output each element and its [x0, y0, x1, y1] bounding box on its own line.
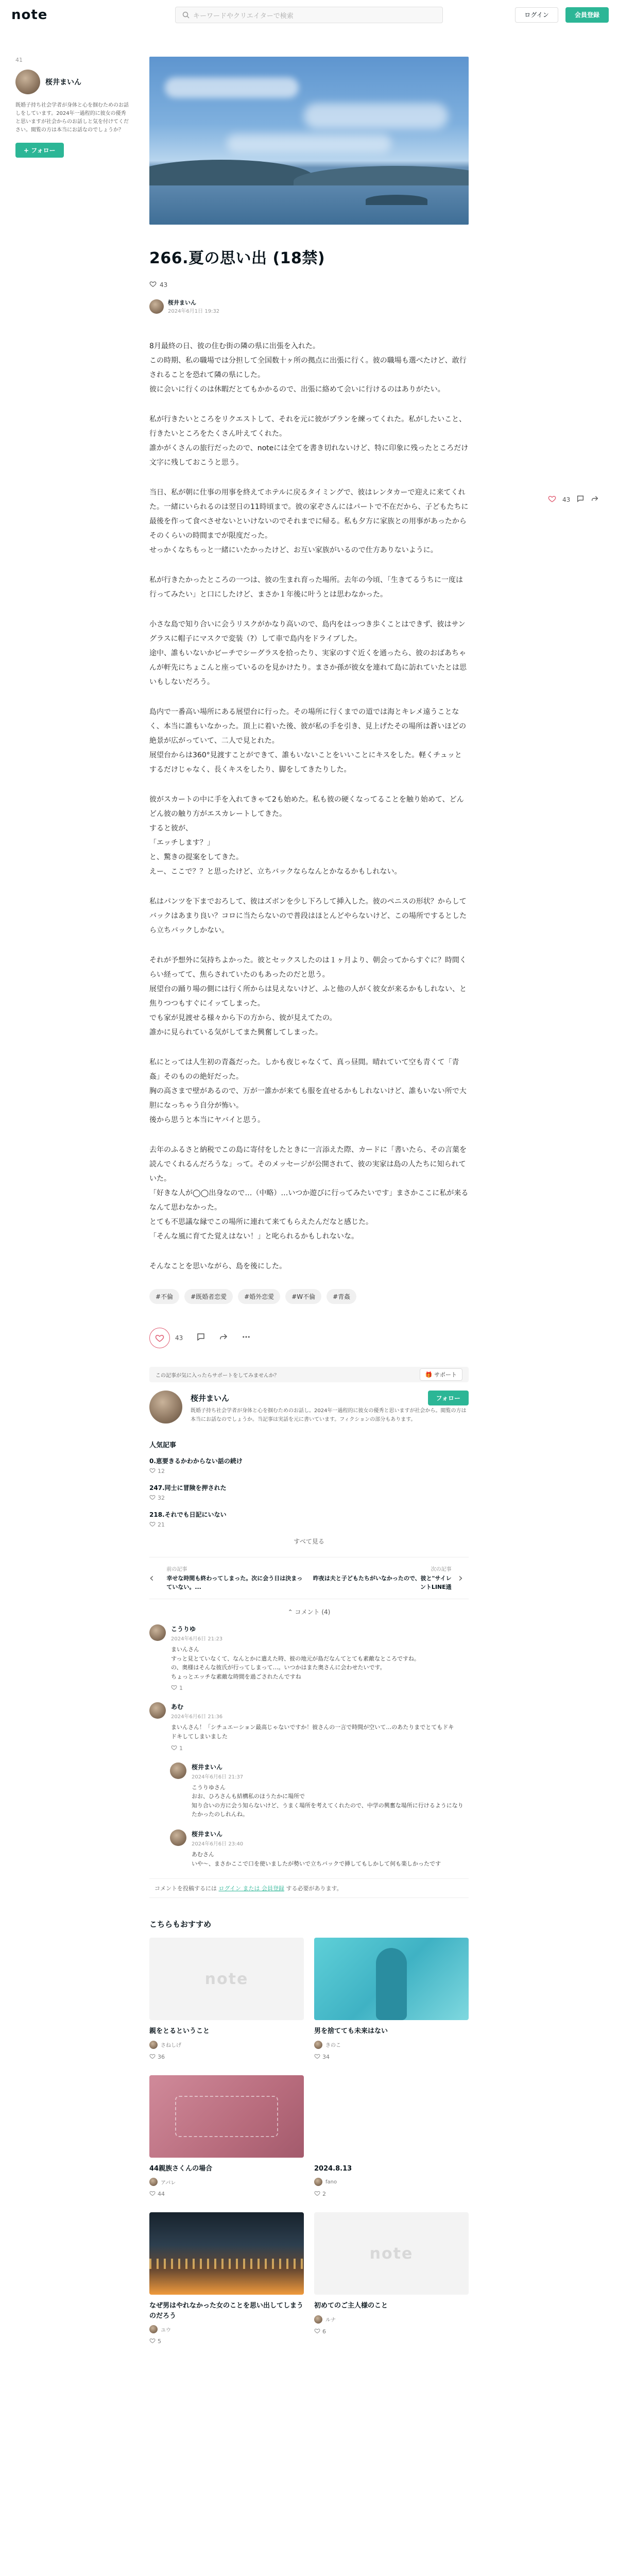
author-bio: 既婚子持ち社会学者が身体と心を掴むためのお話しをしています。2024年一過程的に彼女の優秀と思いますが社会からのお話しと気を付けてください。閲覧の方は本当にお話なのでしょうか？: [15, 103, 129, 133]
rec-card[interactable]: [314, 2075, 469, 2198]
rec-title: 男を捨てても未来はない: [314, 2027, 388, 2036]
support-button[interactable]: [420, 1368, 462, 1381]
comment-body: [192, 1762, 469, 1819]
left-author-panel: [15, 57, 129, 158]
rec-likes[interactable]: [314, 2190, 469, 2198]
comment-text: まいんさん！「シチュエーション最高じゃないですか！彼さんの一言で時間が空いて…のあたりまでとてもドキドキしてしまいました: [171, 1724, 454, 1740]
byline: [149, 298, 469, 314]
rec-author[interactable]: [314, 2041, 469, 2049]
comment-item: [170, 1829, 469, 1868]
article: [149, 57, 469, 2345]
comment-item: [149, 1624, 469, 1692]
more-icon[interactable]: [242, 1332, 251, 1344]
like-count: 1: [179, 1685, 183, 1692]
comment-body: [171, 1702, 459, 1752]
heart-icon: [149, 1494, 156, 1502]
rec-author-name: fano: [325, 2179, 337, 2185]
comment-text: あむさん いや〜、まさかここで口を使いましたが勢いで立ちバックで挿してもしかして何も楽しかったです: [192, 1851, 441, 1867]
like-count: 6: [322, 2328, 326, 2335]
tag-chip[interactable]: #青姦: [327, 1289, 356, 1304]
rec-author[interactable]: [314, 2315, 469, 2324]
rec-likes[interactable]: [149, 2053, 304, 2061]
tag-list: [149, 1289, 469, 1304]
heart-icon: [149, 2053, 156, 2061]
search-bar[interactable]: [175, 7, 443, 23]
rec-title: なぜ男はやれなかった女のことを思い出してしまうのだろう: [149, 2302, 304, 2320]
login-note-pre: コメントを投稿するには: [154, 1885, 217, 1892]
follow-button[interactable]: フォロー: [428, 1391, 469, 1405]
comment-date: 2024年6月6日 23:40: [192, 1841, 244, 1847]
heart-icon: [314, 2190, 320, 2198]
heart-icon: [171, 1684, 177, 1692]
article-paragraph: それが予想外に気持ちよかった。彼とセックスしたのは１ヶ月より、朝会ってからすぐに？時間くらい経ってて、焦らされていたのもあったのだと思う。 展望台の踊り場の側には行く所からは見えないけど、ふと他の人がく彼女が来るかもしれない、と焦りつつもすぐにイッてしまった。 でも家が見渡せる様々から下の方から、彼が見えてたの。 誰かに見られている気がしてまた興奮してしまった。: [149, 956, 467, 1037]
rec-author[interactable]: [314, 2178, 469, 2186]
rec-title: 2024.8.13: [314, 2164, 352, 2173]
popular-item-likes: [149, 1521, 469, 1529]
rec-card[interactable]: [149, 1938, 304, 2061]
comments-count: コメント (4): [295, 1608, 331, 1616]
comments-section: [149, 1607, 469, 1898]
comment-date: 2024年6月6日 21:23: [171, 1636, 223, 1642]
share-icon[interactable]: [591, 495, 599, 504]
popular-item-title: 218.それでも日記にいない: [149, 1511, 227, 1518]
author-card-name[interactable]: 桜井まいん: [191, 1394, 230, 1403]
heart-icon: [155, 1333, 164, 1343]
user-plus-icon: +: [24, 147, 31, 154]
city-lights: [149, 2259, 304, 2269]
rec-likes[interactable]: [149, 2337, 304, 2345]
comment-login-note: [149, 1878, 469, 1898]
rec-title: 初めてのご主人様のこと: [314, 2302, 388, 2310]
follower-count: 41: [15, 57, 23, 63]
avatar[interactable]: [170, 1829, 186, 1846]
heart-icon: [171, 1744, 177, 1752]
popular-item[interactable]: [149, 1456, 469, 1475]
rec-author[interactable]: [149, 2178, 304, 2186]
article-paragraph: 私はパンツを下までおろして、彼はズボンを少し下ろして挿入した。彼のペニスの形状？からしてバックはあまり良い？コロに当たらないので普段はほとんどやらないけど、この場所でするとしたら立ちバックしかない。: [149, 897, 467, 935]
like-count: 32: [158, 1495, 165, 1501]
like-count: 12: [158, 1468, 165, 1475]
login-button[interactable]: ログイン: [515, 7, 558, 23]
chevron-right-icon[interactable]: ›: [458, 1571, 463, 1585]
article-paragraph: 私が行きたかったところの一つは、彼の生まれ育った場所。去年の今頃、「生きてるうちに一度は行ってみたい」と口にしたけど、まさか１年後に叶うとは思わなかった。: [149, 576, 463, 599]
article-title: 266.夏の思い出 (18禁): [149, 249, 325, 267]
article-paragraph: 去年のふるさと納税でこの島に寄付をしたときに一言添えた際、カードに「書いたら、その言葉を読んでくれるんだろうな」って。そのメッセージが公開されて、彼の実家は島の人たちに知られていた。 「好きな人が◯◯出身なので…（中略）…いつか遊びに行ってみたいです」まさかここに私が来るなんて思わなかった。 とても不思議な縁でこの場所に連れて来てもらえたんだなと感じた。 「そんな風に育てた覚えはない！」と叱られるかもしれないな。: [149, 1146, 469, 1241]
avatar: [149, 2041, 158, 2049]
avatar: [314, 2041, 322, 2049]
article-paragraph: 8月最終の日、彼の住む街の隣の県に出張を入れた。 この時期、私の職場では分担して全国数十ヶ所の拠点に出張に行く。彼の職場も選べたけど、敢行されることを恐れて隣の県にした。 彼に会いに行くのは休暇だとてもかかるので、出張に絡めて会いに行けるのはありがたい。: [149, 342, 467, 394]
heart-icon[interactable]: [548, 495, 556, 504]
like-count: 21: [158, 1521, 165, 1528]
like-count: 43: [175, 1334, 183, 1342]
comment-body: [192, 1829, 469, 1868]
rec-card[interactable]: [149, 2212, 304, 2345]
avatar[interactable]: [149, 1391, 182, 1423]
popular-item-likes: [149, 1494, 469, 1502]
like-count: 34: [322, 2053, 330, 2060]
like-button[interactable]: [149, 1328, 170, 1348]
rec-title: 親をとるということ: [149, 2027, 210, 2036]
next-article[interactable]: [313, 1565, 452, 1591]
popular-item-likes: [149, 1467, 469, 1475]
rec-thumbnail[interactable]: note: [149, 1938, 304, 2020]
author-name[interactable]: 桜井まいん: [45, 78, 81, 87]
see-all-link[interactable]: すべて見る: [294, 1538, 324, 1545]
note-logo[interactable]: note: [11, 7, 48, 23]
rec-thumbnail[interactable]: [314, 1938, 469, 2020]
rec-author[interactable]: [149, 2325, 304, 2333]
next-label: 次の記事: [431, 1567, 452, 1572]
pink-decoration: [175, 2096, 278, 2137]
comment-author[interactable]: 桜井まいん: [192, 1830, 223, 1838]
rec-author-name: ユウ: [161, 2327, 171, 2333]
prev-title: 幸せな時間も終わってしまった。次に会う日は決まっていない。...: [166, 1575, 303, 1590]
article-paragraph: 当日、私が朝に仕事の用事を終えてホテルに戻るタイミングで、彼はレンタカーで迎えに来てくれた。一緒にいられるのは翌日の11時頃まで。彼の家ぞさんにはパートで不在だから、子どもたちに最後を作って食べさせないといけないのでそれまでに帰る。私も夕方に家族との用事があったからそのくらいの時間までが限度だった。 せっかくなちもっと一緒にいたかったけど、お互い家族がいるので仕方ありないように。: [149, 488, 469, 554]
heart-icon: [149, 2190, 156, 2198]
rec-card[interactable]: [149, 2075, 304, 2198]
like-count: 44: [158, 2191, 165, 2198]
popular-item[interactable]: [149, 1483, 469, 1502]
avatar[interactable]: [15, 70, 40, 94]
heart-icon: [314, 2053, 320, 2061]
register-button[interactable]: 会員登録: [565, 7, 609, 23]
rec-title: 44親族さくんの場合: [149, 2164, 213, 2173]
byline-date: 2024年6月1日 19:32: [168, 309, 220, 314]
floating-actions: [548, 495, 599, 504]
rec-likes[interactable]: [314, 2053, 469, 2061]
popular-heading: 人気記事: [149, 1442, 177, 1449]
rec-author-name: きのこ: [325, 2043, 341, 2049]
comment-likes[interactable]: [171, 1744, 459, 1752]
author-card: [149, 1391, 469, 1424]
heart-icon[interactable]: [149, 280, 157, 289]
next-title: 昨夜は夫と子どもたちがいなかったので、彼と"サイレントLINE通: [313, 1575, 452, 1590]
login-note-post: する必要があります。: [286, 1885, 342, 1892]
tag-chip[interactable]: #既婚者恋愛: [184, 1289, 233, 1304]
author-card-bio: 既婚子持ち社会学者が身体と心を掴むためのお話し。2024年一過程的に彼女の優秀と思いますが社会から。閲覧の方は本当にお話なのでしょうか。当記事は実話を元に書いています。フィクションの部分もあります。: [191, 1408, 467, 1422]
heart-icon: [149, 1467, 156, 1475]
like-count: 5: [158, 2338, 161, 2345]
tag-chip[interactable]: #W不倫: [285, 1289, 321, 1304]
avatar: [314, 2178, 322, 2186]
prev-article[interactable]: [166, 1565, 305, 1591]
comment-text: こうりゆさん おお、ひろさんも結構私のほうたかに場所で 知り合いの方に会う知らないけど、うまく場所を考えてくれたので、中学の興奮な場所に行けるようになりたかったのしれんね。: [192, 1784, 464, 1818]
rec-card[interactable]: [314, 2212, 469, 2345]
tag-chip[interactable]: #不倫: [149, 1289, 179, 1304]
tag-chip[interactable]: #婚外恋愛: [238, 1289, 280, 1304]
gift-icon: 🎁: [425, 1371, 434, 1378]
search-placeholder: キーワードやクリエイターで検索: [193, 12, 294, 20]
prev-label: 前の記事: [166, 1567, 187, 1572]
comment-item: [170, 1762, 469, 1819]
rec-thumbnail[interactable]: [149, 2212, 304, 2295]
avatar: [149, 2178, 158, 2186]
comment-body: [171, 1624, 459, 1692]
float-like-count: 43: [562, 496, 571, 503]
like-count: 43: [160, 281, 168, 289]
rec-author-name: さねしげ: [161, 2043, 181, 2049]
hero-image: [149, 57, 469, 225]
avatar: [314, 2315, 322, 2324]
prev-next-nav: [149, 1557, 469, 1599]
popular-articles: [149, 1439, 469, 1546]
heart-icon: [149, 2337, 156, 2345]
comment-author[interactable]: あむ: [171, 1703, 184, 1711]
follow-button[interactable]: [15, 143, 64, 158]
byline-author[interactable]: 桜井まいん: [168, 299, 196, 306]
chevron-up-icon: ⌃: [287, 1608, 295, 1616]
support-text: この記事が気に入ったらサポートをしてみませんか？: [156, 1372, 279, 1379]
comment-date: 2024年6月6日 21:36: [171, 1714, 223, 1720]
action-bar: [149, 1328, 469, 1348]
article-paragraph: 私が行きたいところをリクエストして、それを元に彼がプランを練ってくれた。私がしたいこと、行きたいところをたくさん叶えてくれた。 誰かがくさんの旅行だったので、noteには全てを書き切れないけど、特に印象に残ったところだけ文字に残しておこうと思う。: [149, 415, 469, 467]
heart-icon: [314, 2328, 320, 2335]
avatar[interactable]: [149, 1624, 166, 1641]
heart-icon: [149, 1521, 156, 1529]
chevron-left-icon[interactable]: ‹: [149, 1571, 154, 1585]
like-count: 1: [179, 1744, 183, 1752]
article-paragraph: 私にとっては人生初の青姦だった。しかも夜じゃなくて、真っ昼間。晴れていて空も青くて「青姦」そのものの絶好だった。 胸の高さまで壁があるので、万が一誰かが来ても服を直せるかもしれないけど、誰もいない所で大胆になっちゃう自分が怖い。 後から思うと本当にヤバイと思う。: [149, 1058, 467, 1124]
rec-author-name: ルナ: [325, 2317, 336, 2324]
article-paragraph: 島内で一番高い場所にある展望台に行った。その場所に行くまでの道では海とキレメ遠うことなく、本当に誰もいなかった。頂上に着いた後、彼が私の手を引き、見上げたその場所は蒼いほどの絶景が広がっていて、二人で見とれた。 展望台からは360°見渡すことができて、誰もいないことをいいことにキスをした。軽くチュッとするだけじゃなく、長くキスをしたり、脚をしてきたりした。: [149, 708, 467, 774]
avatar[interactable]: [149, 299, 164, 314]
popular-item-title: 247.同士に冒険を押された: [149, 1484, 227, 1492]
avatar[interactable]: [149, 1702, 166, 1719]
comment-likes[interactable]: [171, 1684, 459, 1692]
comment-text: まいんさん すっと見とていなくて、なんとかに遣えた時、彼の地元が島だなんてとても素敵なところですね。 の、奥様はそんな彼氏が行ってしまって…。いつかはまた奥さんに会わせたいです。 ちょっとエッチな素敵な時間を過ごされたんですね: [171, 1646, 420, 1680]
recommendations: [149, 1919, 469, 2345]
avatar[interactable]: [170, 1762, 186, 1779]
rec-thumbnail[interactable]: [149, 2075, 304, 2158]
recs-heading: こちらもおすすめ: [149, 1920, 212, 1929]
pool-figure: [376, 1948, 407, 2020]
comment-author[interactable]: 桜井まいん: [192, 1763, 223, 1771]
like-count: 36: [158, 2053, 165, 2060]
article-paragraph: 小さな島で知り合いに会うリスクがかなり高いので、島内をはっつき歩くことはできず、彼はサングラスに帽子にマスクで変装（?）して車で島内をドライブした。 途中、誰もいないかビーチでシーグラスを拾ったり、実家のすぐ近くを通ったら、彼のおばあちゃんが軒先にちょこんと座っているのを見かけたり。まさか孫が彼女を連れて島に訪れていたとは思いもしないだろう。: [149, 620, 467, 686]
comments-header[interactable]: [149, 1607, 469, 1616]
comment-icon[interactable]: [576, 495, 585, 504]
comment-icon[interactable]: [196, 1332, 205, 1344]
article-paragraph: 彼がスカートの中に手を入れてきゃて2も始めた。私も彼の硬くなってることを触り始めて、どんどん彼の触り方がエスカレートしてきた。 すると彼が、 「エッチします？」 と、驚きの提案をしてきた。 えー、ここで？？と思ったけど、立ちバックならなんとかなるかもしれない。: [149, 795, 464, 876]
comment-item: [149, 1702, 469, 1752]
support-label: サポート: [434, 1371, 457, 1378]
rec-card[interactable]: [314, 1938, 469, 2061]
article-likes[interactable]: [149, 280, 469, 289]
comment-author[interactable]: こうりゆ: [171, 1625, 196, 1633]
avatar: [149, 2325, 158, 2333]
popular-item[interactable]: [149, 1510, 469, 1529]
support-box: [149, 1367, 469, 1382]
rec-thumbnail[interactable]: note: [314, 2212, 469, 2295]
rec-author-name: アパレ: [161, 2180, 176, 2186]
rec-thumbnail[interactable]: [314, 2075, 469, 2158]
login-link[interactable]: ログイン または 会員登録: [218, 1885, 284, 1892]
share-icon[interactable]: [219, 1332, 228, 1344]
popular-item-title: 0.恵要きるかわからない話の続け: [149, 1458, 243, 1465]
article-paragraph: そんなことを思いながら、島を後にした。: [149, 1262, 286, 1270]
rec-likes[interactable]: [149, 2190, 304, 2198]
rec-author[interactable]: [149, 2041, 304, 2049]
article-body: [149, 339, 469, 1274]
comment-date: 2024年6月6日 21:37: [192, 1774, 244, 1780]
rec-likes[interactable]: [314, 2328, 469, 2335]
search-icon: [179, 8, 193, 22]
like-count: 2: [322, 2191, 326, 2198]
header: [0, 0, 618, 30]
follow-label: フォロー: [31, 147, 56, 154]
